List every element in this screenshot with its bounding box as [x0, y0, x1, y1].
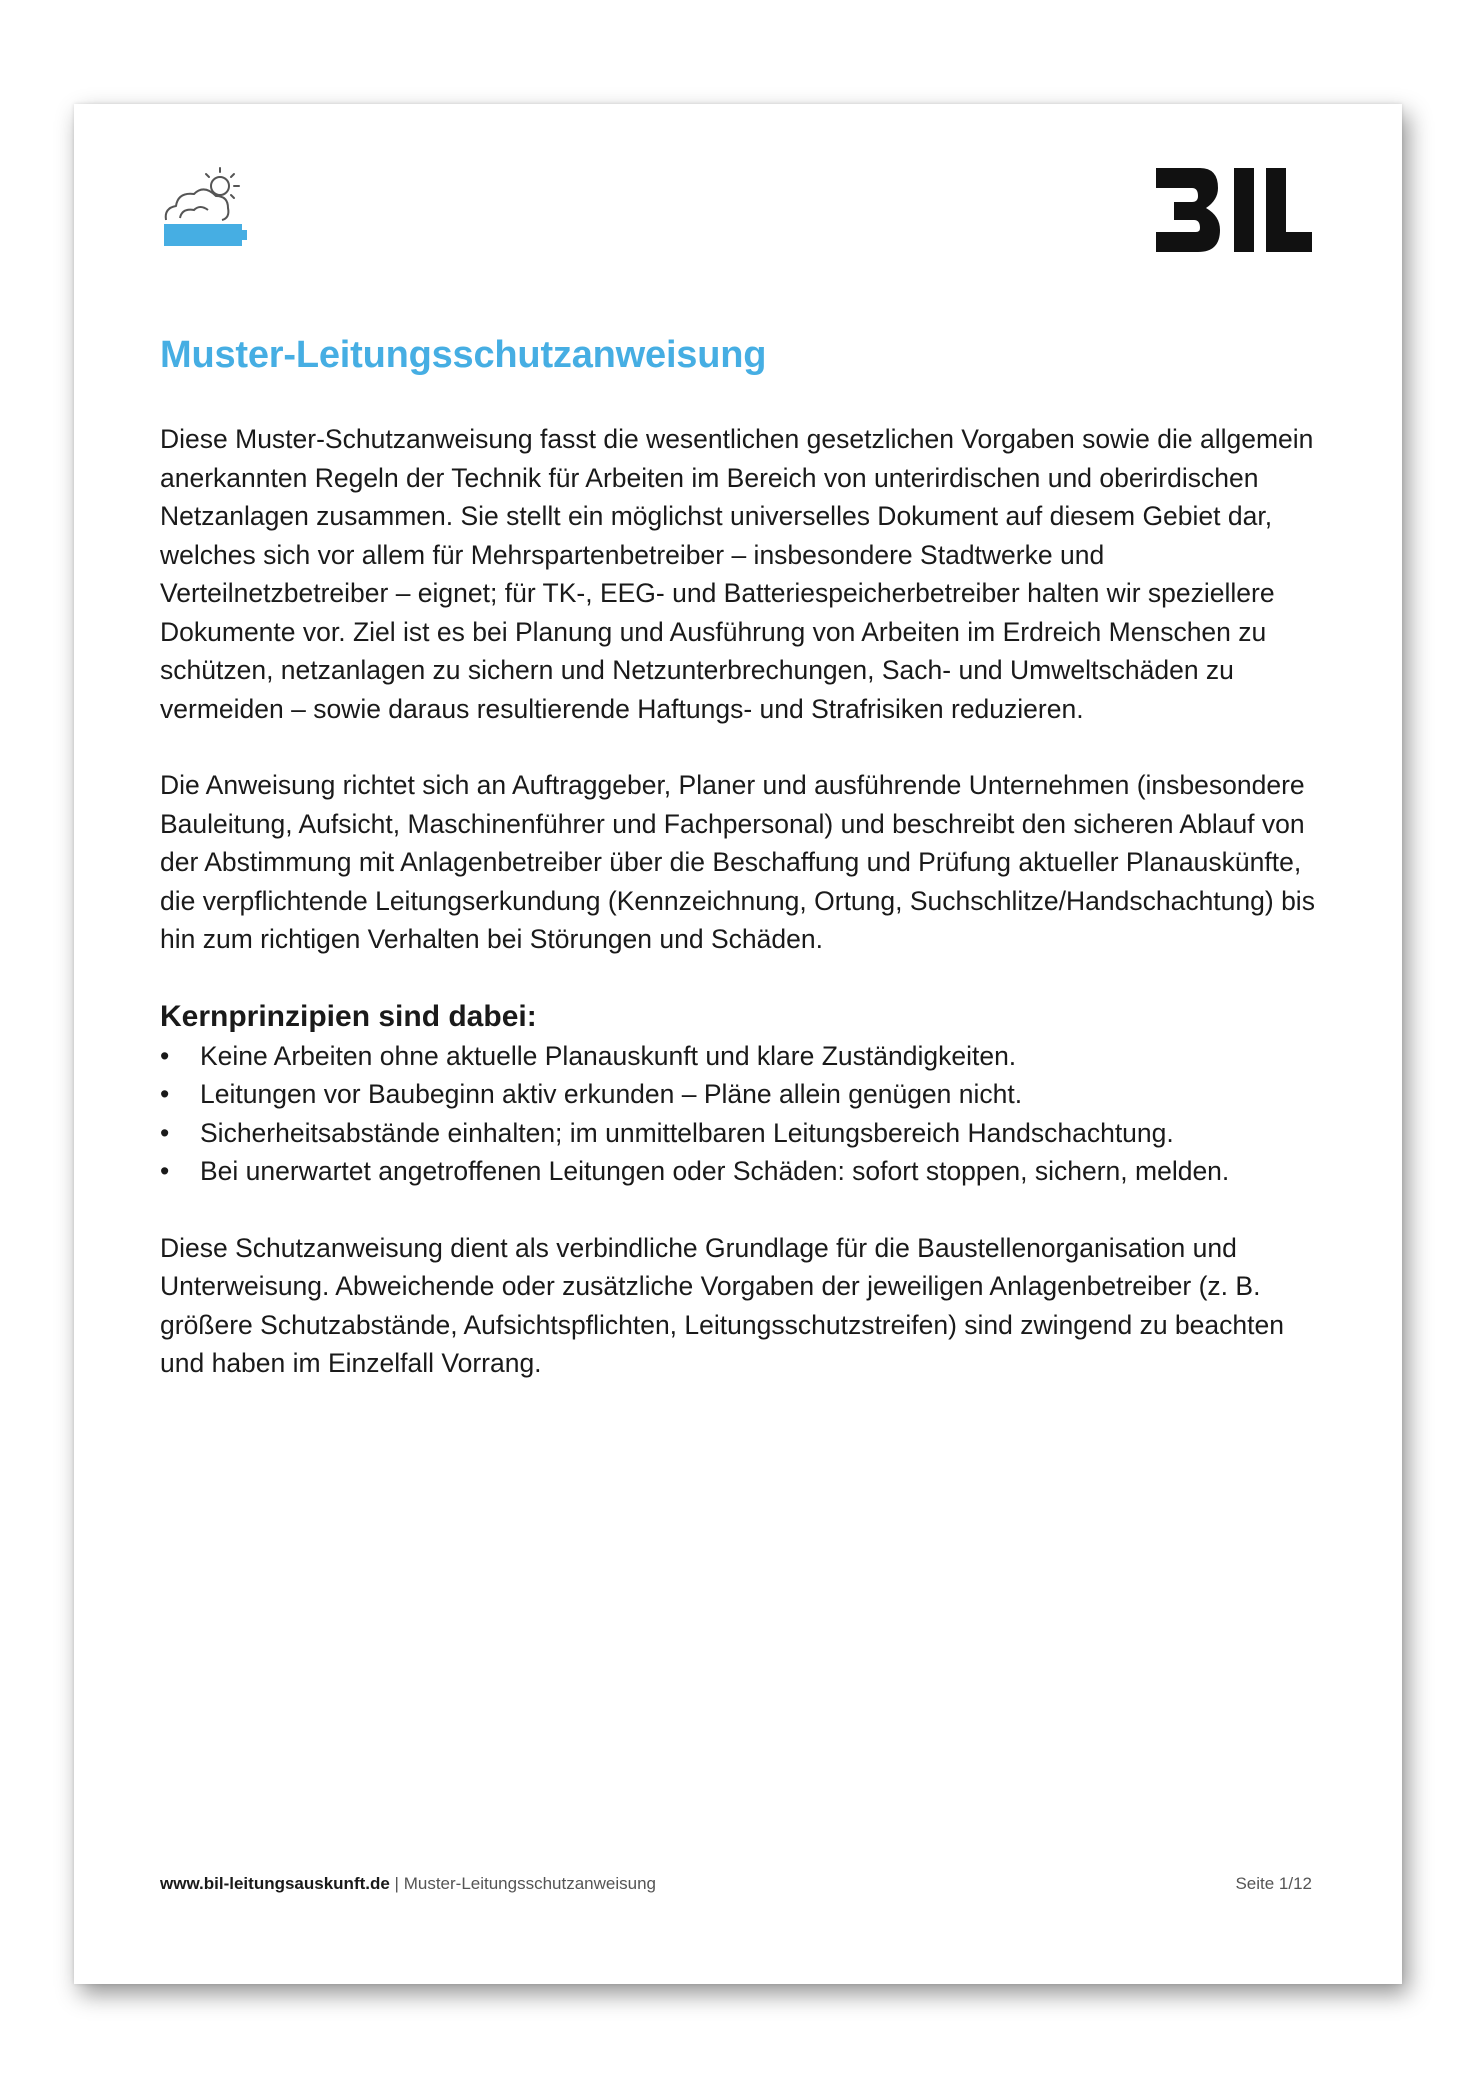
cloud-sun-battery-icon [160, 160, 250, 250]
principles-heading: Kernprinzipien sind dabei: [160, 999, 537, 1033]
closing-paragraph: Diese Schutzanweisung dient als verbindliche Grundlage für die Baustellenorganisation und Unterweisung. Abweichende oder zusätzliche Vorgaben der jeweiligen Anlagenbetreiber (z. B. größere Schutzabstände, Aufsichtspflichten, Leitungsschutzstreifen) sind zwingend zu beachten und haben im Einzelfall Vorrang. [160, 1232, 1284, 1378]
intro-paragraph: Diese Muster-Schutzanweisung fasst die wesentlichen gesetzlichen Vorgaben sowie die allgemein anerkannten Regeln der Technik für Arbeiten im Bereich von unterirdischen und oberirdischen Netzanlagen zusammen. Sie stellt ein möglichst universelles Dokument auf diesem Gebiet dar, welches sich vor allem für Mehrspartenbetreiber – insbesondere Stadtwerke und Verteilnetzbetreiber – eignet; für TK-, EEG- und Batteriespeicherbetreiber halten wir speziellere Dokumente vor. Ziel ist es bei Planung und Ausführung von Arbeiten im Erdreich Menschen zu schützen, netzanlagen zu sichern und Netzunterbrechungen, Sach- und Umweltschäden zu vermeiden – sowie daraus resultierende Haftungs- und Strafrisiken reduzieren. [160, 424, 1314, 724]
page-number: Seite 1/12 [1235, 1874, 1312, 1893]
document-title: Muster-Leitungsschutzanweisung [160, 334, 767, 376]
footer-doc-name: Muster-Leitungsschutzanweisung [403, 1874, 657, 1893]
page-footer [160, 1874, 1312, 1894]
list-item: • Sicherheitsabstände einhalten; im unmittelbaren Leitungsbereich Handschachtung. [160, 1114, 1320, 1153]
principles-list [160, 1037, 1320, 1191]
footer-left [160, 1874, 656, 1894]
bullet-icon: • [160, 1156, 170, 1186]
bullet-icon: • [160, 1040, 170, 1071]
document-body [160, 420, 1320, 1421]
bullet-icon: • [160, 1079, 170, 1109]
audience-paragraph: Die Anweisung richtet sich an Auftraggeber, Planer und ausführende Unternehmen (insbesondere Bauleitung, Aufsicht, Maschinenführer und Fachpersonal) und beschreibt den sicheren Ablauf von der Abstimmung mit Anlagenbetreiber über die Beschaffung und Prüfung aktueller Planauskünfte, die verpflichtende Leitungserkundung (Kennzeichnung, Ortung, Suchschlitze/Handschachtung) bis hin zum richtigen Verhalten bei Störungen und Schäden. [160, 770, 1315, 954]
bil-logo [1156, 168, 1312, 252]
list-item: • Keine Arbeiten ohne aktuelle Planauskunft und klare Zuständigkeiten. [160, 1037, 1320, 1076]
footer-separator: | [389, 1874, 404, 1893]
website-link[interactable]: www.bil-leitungsauskunft.de [160, 1874, 390, 1893]
list-item: • Bei unerwartet angetroffenen Leitungen oder Schäden: sofort stoppen, sichern, melden. [160, 1152, 1320, 1191]
document-page [74, 104, 1402, 1984]
list-item: • Leitungen vor Baubeginn aktiv erkunden – Pläne allein genügen nicht. [160, 1075, 1320, 1114]
bullet-icon: • [160, 1117, 170, 1148]
